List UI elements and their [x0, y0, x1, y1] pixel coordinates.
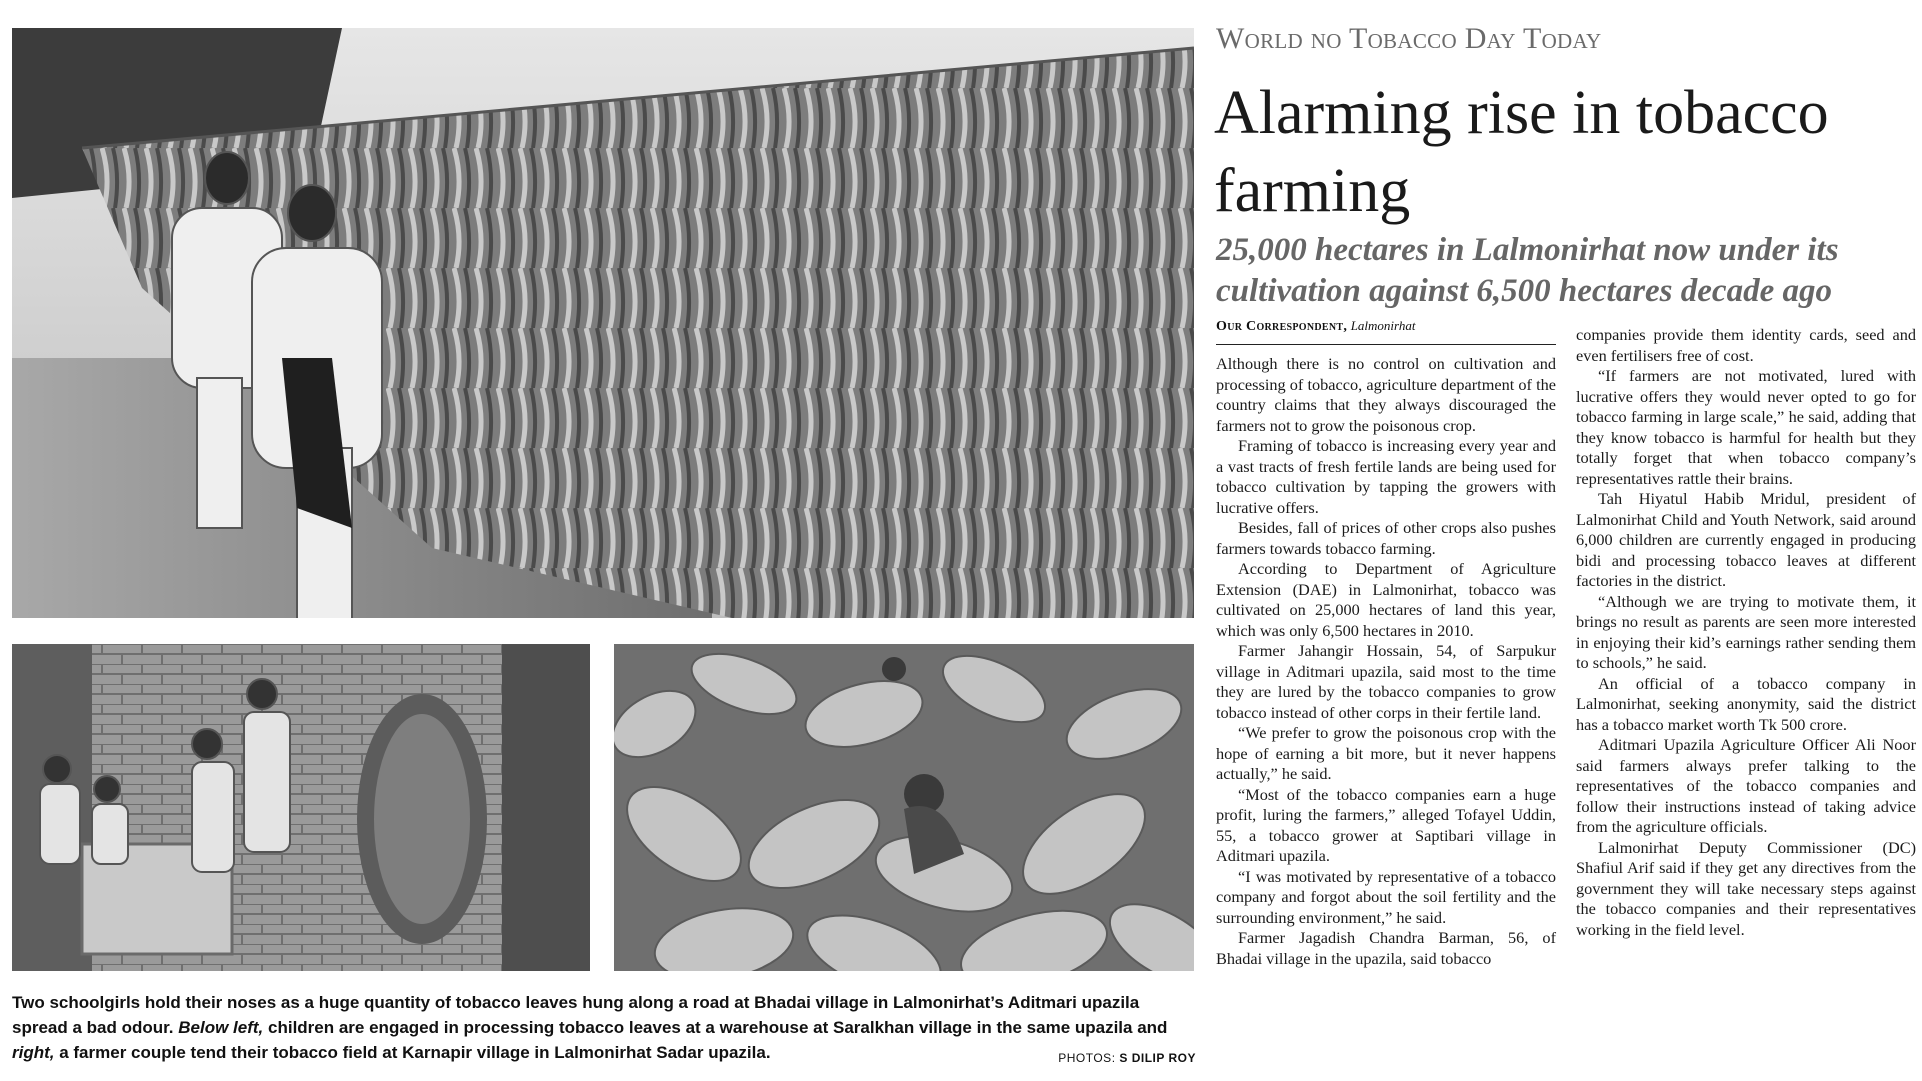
article-paragraph: “If farmers are not motivated, lured with lucrative offers they would never opted to go for tobacco farming in large scale,” he said, adding that they know tobacco is harmful for health but they totally forget that when tobacco company’s representatives rattle their brains. — [1576, 366, 1916, 488]
photo-farmer-couple-field — [614, 644, 1194, 971]
photo-warehouse-graphic — [12, 644, 590, 971]
article-column-2 — [1576, 325, 1916, 940]
caption-text-2: children are engaged in processing tobacco leaves at a warehouse at Saralkhan village in the same upazila and — [263, 1018, 1168, 1037]
byline-location: Lalmonirhat — [1350, 318, 1416, 333]
article-paragraph: “Most of the tobacco companies earn a huge profit, luring the farmers,” alleged Tofayel Uddin, 55, a tobacco grower at Saptibari village in Aditmari upazila. — [1216, 784, 1556, 865]
photo-credit-label: PHOTOS: — [1058, 1051, 1120, 1065]
article-paragraph: An official of a tobacco company in Lalmonirhat, seeking anonymity, said the district has a tobacco market worth Tk 500 crore. — [1576, 673, 1916, 734]
byline — [1216, 318, 1556, 335]
photo-children-warehouse — [12, 644, 590, 971]
headline: Alarming rise in tobacco farming — [1214, 79, 1829, 225]
photo-field-graphic — [614, 644, 1194, 971]
photo-credit-name: S DILIP ROY — [1119, 1051, 1196, 1065]
article-column-1 — [1216, 354, 1556, 969]
article-paragraph: According to Department of Agriculture Extension (DAE) in Lalmonirhat, tobacco was cultivated on 25,000 hectares of land this year, which was only 6,500 hectares in 2010. — [1216, 559, 1556, 640]
article-paragraph: Aditmari Upazila Agriculture Officer Ali Noor said farmers always prefer talking to the representatives of the tobacco companies and follow their instructions instead of taking advice from the agriculture officials. — [1576, 735, 1916, 836]
caption-right: right, — [12, 1043, 55, 1062]
article-paragraph: Farmer Jahangir Hossain, 54, of Sarpukur village in Aditmari upazila, said most to the time they are lured by the tobacco companies to grow tobacco instead of other corps in their fertile land. — [1216, 641, 1556, 722]
caption-below-left: Below left, — [178, 1018, 264, 1037]
photo-schoolgirls-tobacco-road — [12, 28, 1194, 618]
article-paragraph: Besides, fall of prices of other crops also pushes farmers towards tobacco farming. — [1216, 518, 1556, 558]
photo-schoolgirls-graphic — [12, 28, 1194, 618]
kicker: World no Tobacco Day Today — [1216, 22, 1602, 55]
article-paragraph: Lalmonirhat Deputy Commissioner (DC) Shafiul Arif said if they get any directives from the government they will take necessary steps against the tobacco companies and their representatives working in the field level. — [1576, 837, 1916, 939]
byline-divider — [1216, 344, 1556, 345]
article-paragraph: “Although we are trying to motivate them, it brings no result as parents are seen more interested in enjoying their kid’s earnings rather sending them to schools,” he said. — [1576, 591, 1916, 672]
photo-caption — [12, 990, 1192, 1065]
article-paragraph: Although there is no control on cultivation and processing of tobacco, agriculture department of the country claims that they always discouraged the farmers not to grow the poisonous crop. — [1216, 354, 1556, 435]
subheadline: 25,000 hectares in Lalmonirhat now under its cultivation against 6,500 hectares decade ago — [1216, 232, 1839, 309]
photo-credit — [1046, 1051, 1196, 1065]
caption-text-3: a farmer couple tend their tobacco field at Karnapir village in Lalmonirhat Sadar upazila. — [54, 1043, 771, 1062]
article-paragraph: Tah Hiyatul Habib Mridul, president of Lalmonirhat Child and Youth Network, said around 6,000 children are currently engaged in producing bidi and processing tobacco leaves at different factories in the district. — [1576, 489, 1916, 590]
byline-correspondent: Our Correspondent, — [1216, 319, 1348, 334]
article-paragraph: “We prefer to grow the poisonous crop with the hope of earning a bit more, but it never happens actually,” he said. — [1216, 723, 1556, 783]
article-paragraph: Farmer Jagadish Chandra Barman, 56, of Bhadai village in the upazila, said tobacco — [1216, 928, 1556, 968]
article-paragraph: Framing of tobacco is increasing every year and a vast tracts of fresh fertile lands are being used for tobacco cultivation by tapping the growers with lucrative offers. — [1216, 436, 1556, 517]
article-paragraph: “I was motivated by representative of a tobacco company and forgot about the soil fertility and the surrounding environment,” he said. — [1216, 866, 1556, 927]
caption-text-1: Two schoolgirls hold their noses as a huge quantity of tobacco leaves hung along a road at Bhadai village in Lalmonirhat’s Aditmari upazila spread a bad odour. — [12, 993, 1140, 1037]
article-paragraph: companies provide them identity cards, seed and even fertilisers free of cost. — [1576, 325, 1916, 365]
